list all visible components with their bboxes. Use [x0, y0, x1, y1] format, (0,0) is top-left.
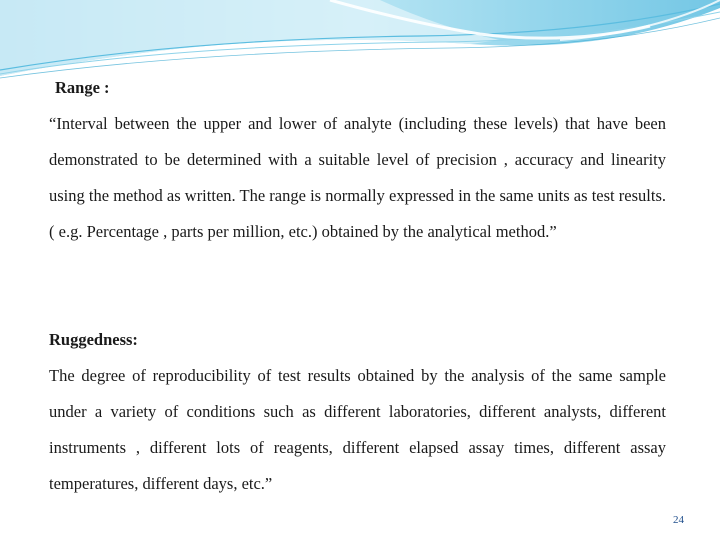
range-heading: Range :: [55, 78, 110, 97]
range-section: [49, 70, 666, 250]
ruggedness-heading: Ruggedness:: [49, 330, 138, 349]
ruggedness-definition-text: The degree of reproducibility of test results obtained by the analysis of the same sample under a variety of conditions such as different laboratories, different analysts, different instruments , different lots of reagents, different elapsed assay times, different assay temperatures, different days, etc.”: [49, 366, 666, 493]
page-number: 24: [673, 514, 684, 526]
range-definition-text: “Interval between the upper and lower of analyte (including these levels) that have been demonstrated to be determined with a suitable level of precision , accuracy and linearity using the method as written. The range is normally expressed in the same units as test results. ( e.g. Percentage , parts per million, etc.) obtained by the analytical method.”: [49, 114, 666, 241]
ruggedness-section: [49, 322, 666, 502]
